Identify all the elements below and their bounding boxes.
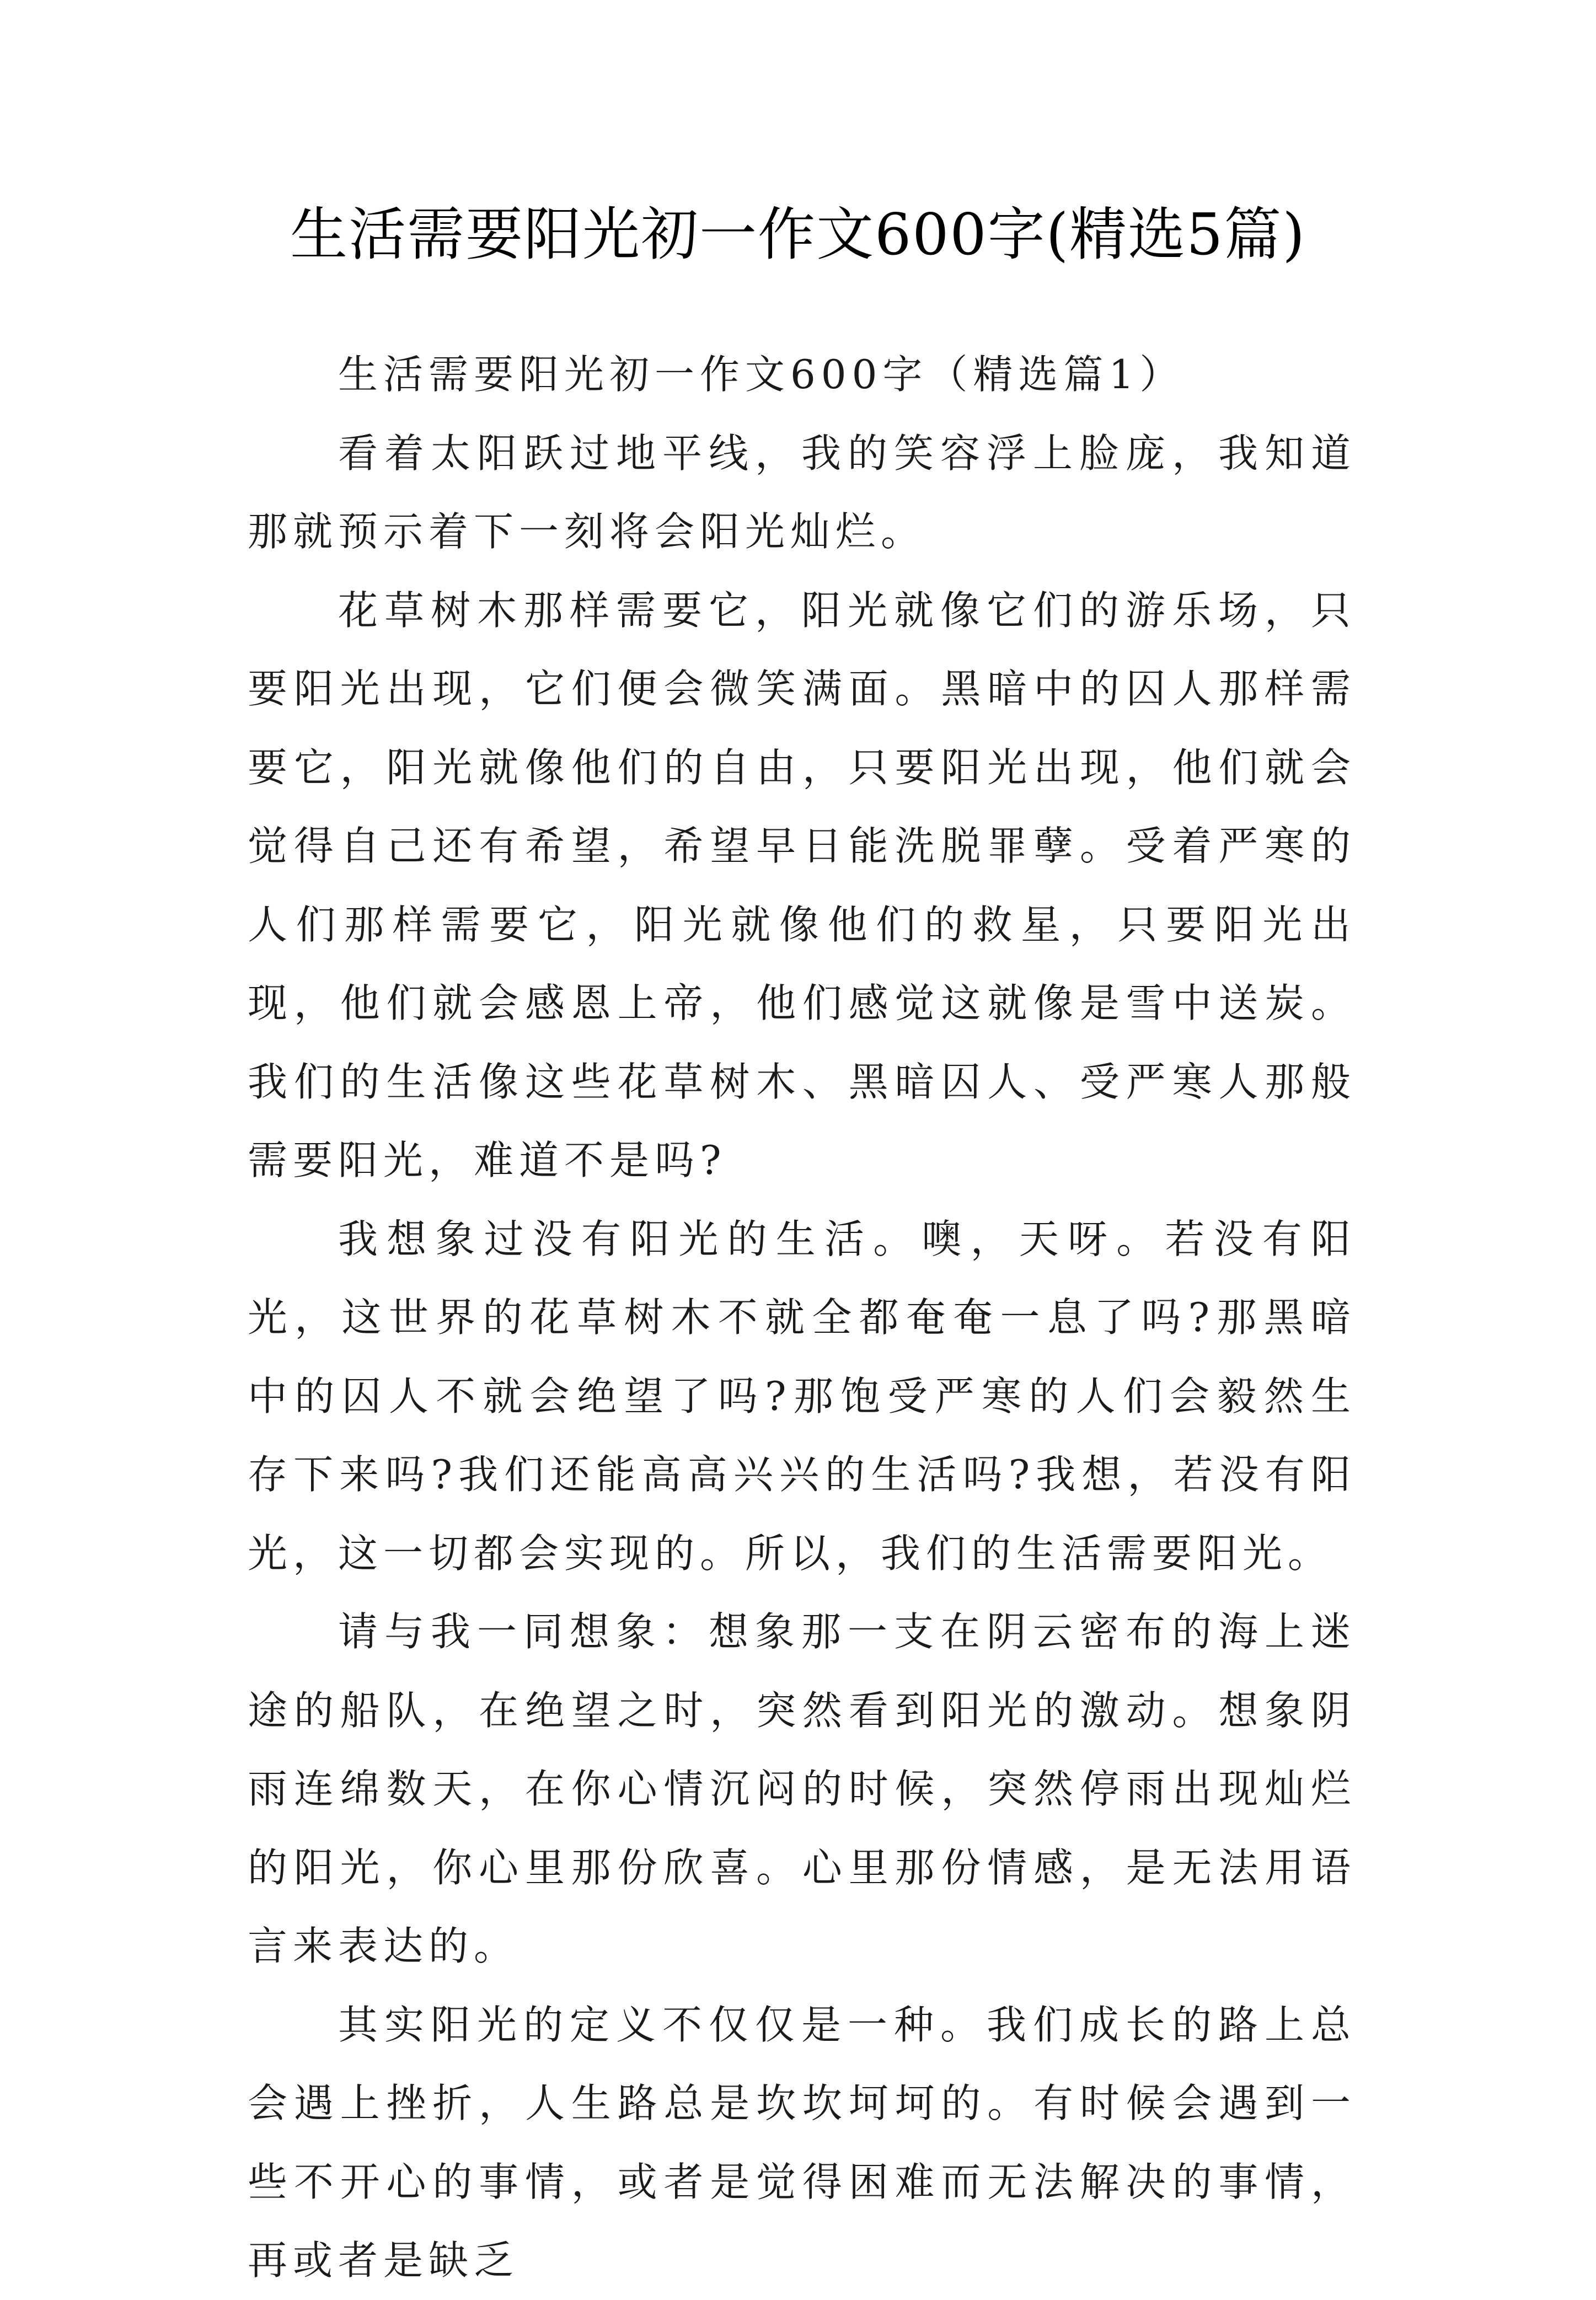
paragraph: 其实阳光的定义不仅仅是一种。我们成长的路上总会遇上挫折，人生路总是坎坎坷坷的。有时候会遇到一些不开心的事情，或者是觉得困难而无法解决的事情，再或者是缺乏 [248,2001,1356,2283]
section-heading: 生活需要阳光初一作文600字（精选篇1） [338,351,1185,398]
document-body [248,335,1356,2300]
paragraph: 花草树木那样需要它，阳光就像它们的游乐场，只要阳光出现，它们便会微笑满面。黑暗中的囚人那样需要它，阳光就像他们的自由，只要阳光出现，他们就会觉得自己还有希望，希望早日能洗脱罪孽。受着严寒的人们那样需要它，阳光就像他们的救星，只要阳光出现，他们就会感恩上帝，他们感觉这就像是雪中送炭。我们的生活像这些花草树木、黑暗囚人、受严寒人那般需要阳光，难道不是吗? [248,587,1356,1183]
document-title: 生活需要阳光初一作文600字(精选5篇) [290,201,1306,268]
paragraph: 看着太阳跃过地平线，我的笑容浮上脸庞，我知道那就预示着下一刻将会阳光灿烂。 [248,430,1356,555]
paragraph: 我想象过没有阳光的生活。噢，天呀。若没有阳光，这世界的花草树木不就全都奄奄一息了吗?那黑暗中的囚人不就会绝望了吗?那饱受严寒的人们会毅然生存下来吗?我们还能高高兴兴的生活吗?我想，若没有阳光，这一切都会实现的。所以，我们的生活需要阳光。 [248,1215,1356,1577]
paragraph: 请与我一同想象：想象那一支在阴云密布的海上迷途的船队，在绝望之时，突然看到阳光的激动。想象阴雨连绵数天，在你心情沉闷的时候，突然停雨出现灿烂的阳光，你心里那份欣喜。心里那份情感，是无法用语言来表达的。 [248,1609,1356,1969]
